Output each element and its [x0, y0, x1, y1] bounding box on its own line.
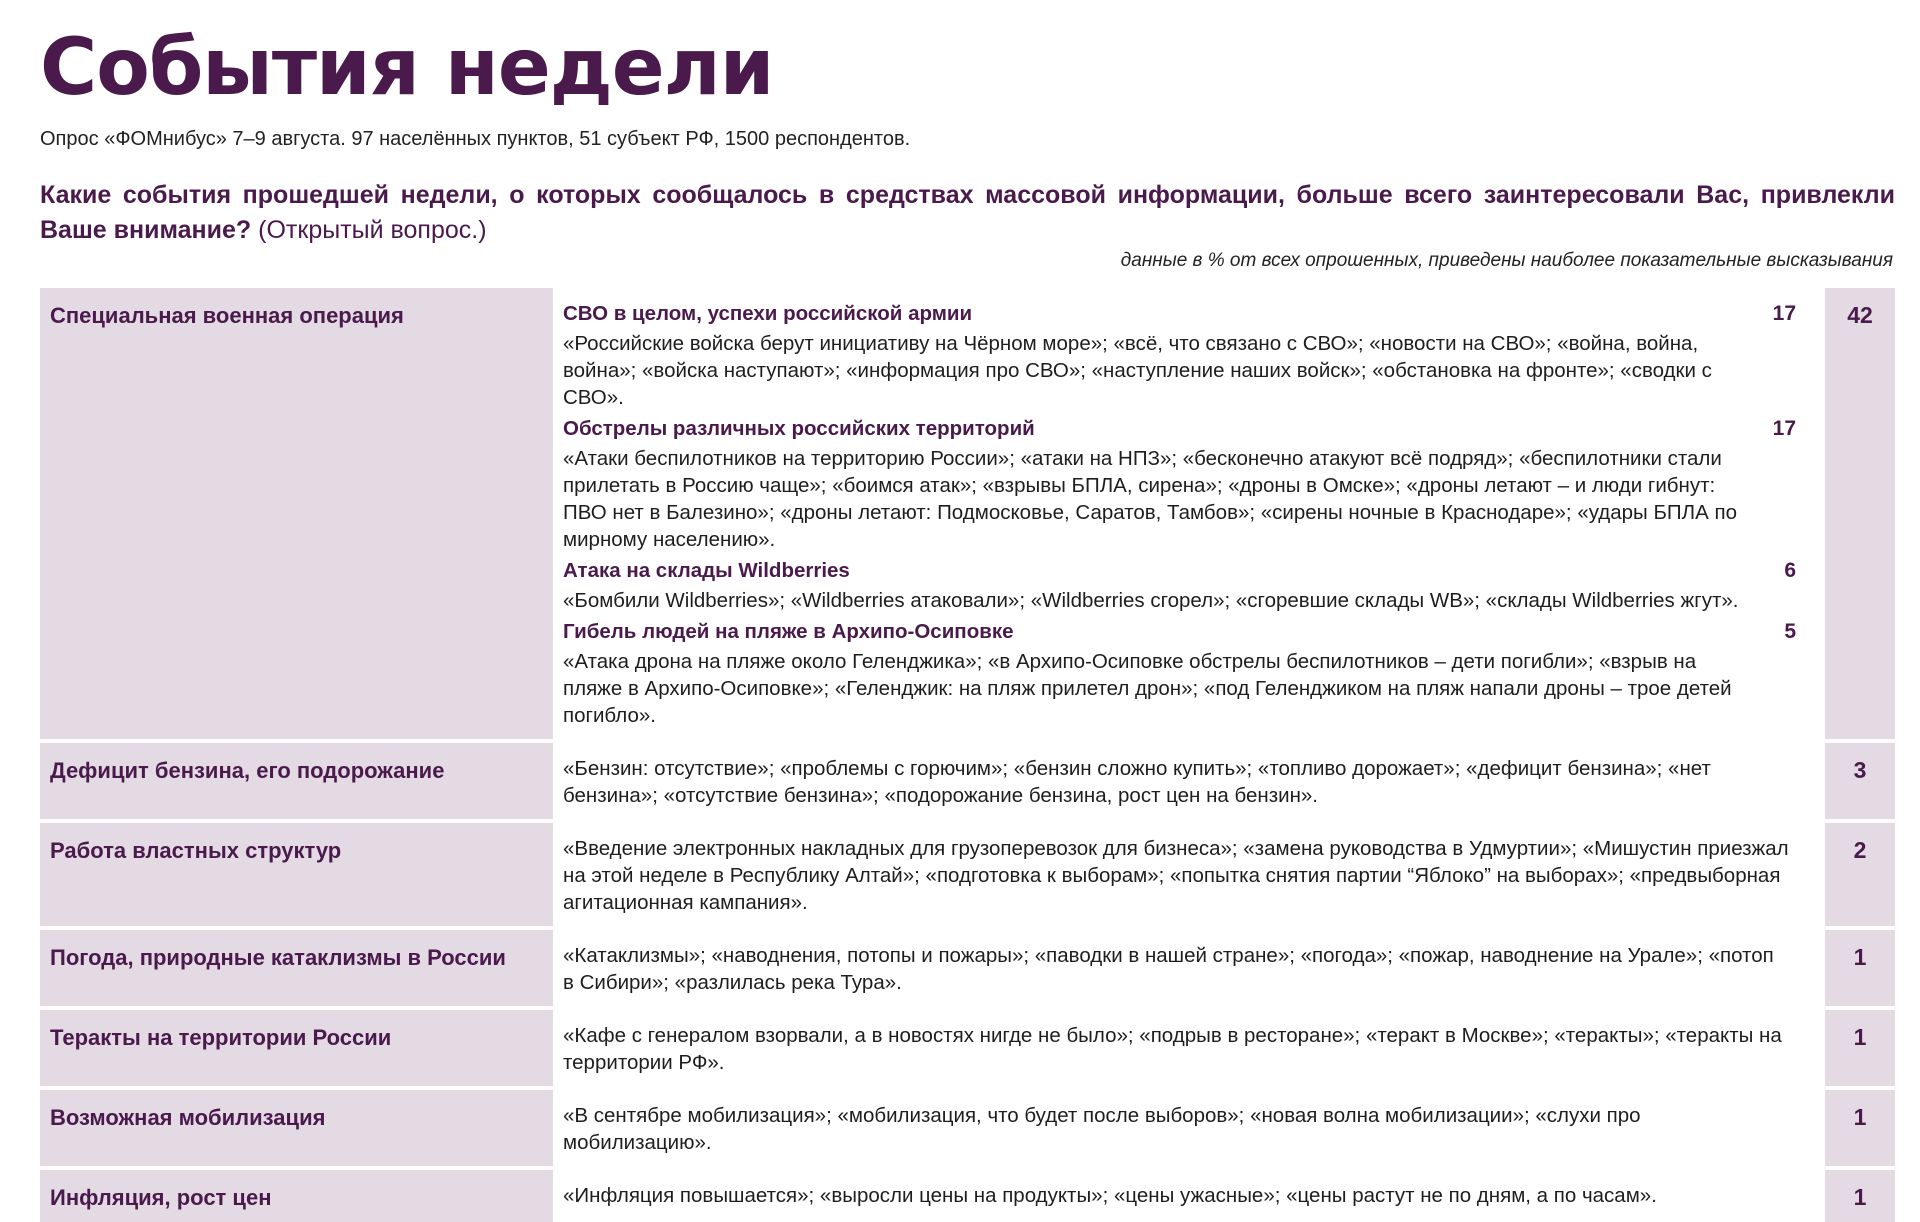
table-row [40, 288, 1895, 743]
subtopic-quotes: «Атаки беспилотников на территорию России»; «атаки на НПЗ»; «бесконечно атакуют всё подряд»; «беспилотники стали прилетать в Россию чаще»; «боимся атак»; «взрывы БПЛА, сирена»; «дроны в Омске»; «дроны летают – и люди гибнут: ПВО нет в Балезино»; «дроны летают: Подмосковье, Саратов, Тамбов»; «сирены ночные в Краснодаре»; «удары БПЛА по мирному населению». [563, 447, 1737, 551]
subtopic-title: СВО в целом, успехи российской армии [563, 302, 973, 325]
row-details [553, 743, 1810, 819]
survey-info: Опрос «ФОМнибус» 7–9 августа. 97 населённых пунктов, 51 субъект РФ, 1500 респондентов. [40, 128, 911, 150]
row-quotes: «Кафе с генералом взорвали, а в новостях нигде не было»; «подрыв в ресторане»; «теракт в Москве»; «теракты»; «теракты на территории РФ». [563, 1024, 1782, 1074]
category-total: 1 [1825, 1010, 1895, 1086]
table-row [40, 1090, 1895, 1170]
table-row [40, 930, 1895, 1010]
question-note: (Открытый вопрос.) [258, 216, 487, 244]
subtopic-percent: 6 [1784, 559, 1796, 582]
category-label: Теракты на территории России [40, 1010, 553, 1086]
row-details [553, 288, 1810, 739]
category-total: 42 [1825, 288, 1895, 739]
category-label: Инфляция, рост цен [40, 1170, 553, 1222]
row-quotes: «Бензин: отсутствие»; «проблемы с горючим»; «бензин сложно купить»; «топливо дорожает»; «дефицит бензина»; «нет бензина»; «отсутствие бензина»; «подорожание бензина, рост цен на бензин». [563, 757, 1711, 807]
row-quotes: «Инфляция повышается»; «выросли цены на продукты»; «цены ужасные»; «цены растут не по дням, а по часам». [563, 1184, 1657, 1207]
table-row [40, 1010, 1895, 1090]
subtopic-title: Обстрелы различных российских территорий [563, 417, 1035, 440]
category-total: 3 [1825, 743, 1895, 819]
category-total: 1 [1825, 1090, 1895, 1166]
row-details [553, 930, 1810, 1006]
subtopic-title: Гибель людей на пляже в Архипо-Осиповке [563, 620, 1014, 643]
question-text: Какие события прошедшей недели, о которых сообщалось в средствах массовой информации, больше всего заинтересовали Вас, привлекли Ваше внимание? [40, 181, 1895, 244]
row-quotes: «В сентябре мобилизация»; «мобилизация, что будет после выборов»; «новая волна мобилизации»; «слухи про мобилизацию». [563, 1104, 1641, 1154]
subtopic-title: Атака на склады Wildberries [563, 559, 850, 582]
subtopic [563, 557, 1800, 614]
category-label: Дефицит бензина, его подорожание [40, 743, 553, 819]
subtopic-percent: 5 [1784, 620, 1796, 643]
subtopic [563, 300, 1800, 411]
subtopic-percent: 17 [1772, 302, 1796, 325]
row-details [553, 1010, 1810, 1086]
row-quotes: «Катаклизмы»; «наводнения, потопы и пожары»; «паводки в нашей стране»; «погода»; «пожар, наводнение на Урале»; «потоп в Сибири»; «разлилась река Тура». [563, 944, 1774, 994]
row-quotes: «Введение электронных накладных для грузоперевозок для бизнеса»; «замена руководства в Удмуртии»; «Мишустин приезжал на этой неделе в Республику Алтай»; «подготовка к выборам»; «попытка снятия партии “Яблоко” на выборах»; «предвыборная агитационная кампания». [563, 837, 1789, 914]
subtopic [563, 415, 1800, 553]
table-row [40, 743, 1895, 823]
row-details [553, 1170, 1810, 1222]
category-total: 1 [1825, 1170, 1895, 1222]
survey-question [40, 178, 1895, 248]
subtopic-quotes: «Бомбили Wildberries»; «Wildberries атаковали»; «Wildberries сгорел»; «сгоревшие склады WB»; «склады Wildberries жгут». [563, 589, 1739, 612]
category-total: 2 [1825, 823, 1895, 926]
category-label: Специальная военная операция [40, 288, 553, 739]
category-label: Погода, природные катаклизмы в России [40, 930, 553, 1006]
row-details [553, 823, 1810, 926]
subtopic-percent: 17 [1772, 417, 1796, 440]
table-row [40, 823, 1895, 930]
page-title: События недели [40, 23, 774, 113]
results-table [40, 288, 1895, 1222]
subtopic-quotes: «Российские войска берут инициативу на Чёрном море»; «всё, что связано с СВО»; «новости на СВО»; «война, война, война»; «войска наступают»; «информация про СВО»; «наступление наших войск»; «обстановка на фронте»; «сводки с СВО». [563, 332, 1712, 409]
subtopic-quotes: «Атака дрона на пляже около Геленджика»; «в Архипо-Осиповке обстрелы беспилотников – дети погибли»; «взрыв на пляже в Архипо-Осиповке»; «Геленджик: на пляж прилетел дрон»; «под Геленджиком на пляж напали дроны – трое детей погибло». [563, 650, 1732, 727]
table-row [40, 1170, 1895, 1222]
data-note: данные в % от всех опрошенных, приведены наиболее показательные высказывания [1120, 250, 1893, 271]
category-label: Работа властных структур [40, 823, 553, 926]
category-total: 1 [1825, 930, 1895, 1006]
row-details [553, 1090, 1810, 1166]
category-label: Возможная мобилизация [40, 1090, 553, 1166]
subtopic [563, 618, 1800, 729]
